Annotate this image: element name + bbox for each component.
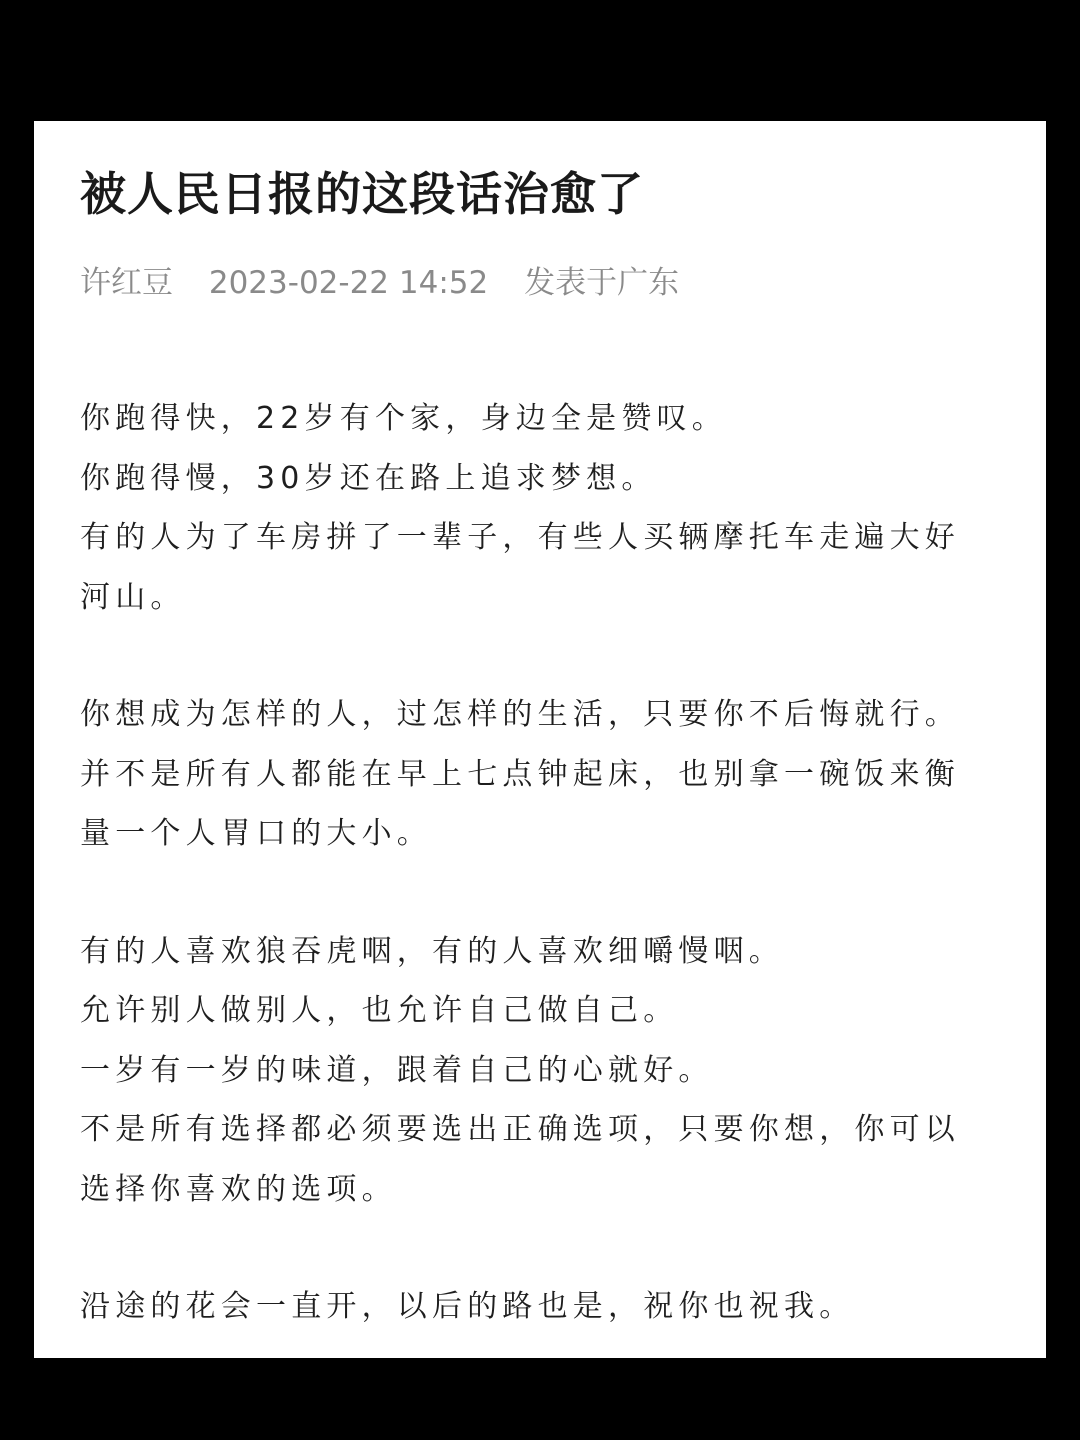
- text-line: 你跑得快，22岁有个家，身边全是赞叹。: [80, 401, 727, 436]
- text-line: 沿途的花会一直开，以后的路也是，祝你也祝我。: [80, 1289, 855, 1324]
- article-card: [34, 121, 1046, 1358]
- publish-location: 发表于广东: [524, 265, 680, 301]
- article-body: [80, 389, 1000, 1337]
- publish-datetime: 2023-02-22 14:52: [208, 265, 489, 301]
- article-meta: [80, 263, 1000, 303]
- paragraph: [80, 389, 1000, 627]
- text-line: 不是所有选择都必须要选出正确选项，只要你想，你可以: [80, 1112, 960, 1147]
- text-line: 并不是所有人都能在早上七点钟起床，也别拿一碗饭来衡: [80, 756, 960, 792]
- paragraph: [80, 922, 1000, 1220]
- text-line: 有的人为了车房拼了一辈子，有些人买辆摩托车走遍大好: [80, 520, 960, 555]
- paragraph: [80, 1277, 1000, 1337]
- text-line: 你想成为怎样的人，过怎样的生活，只要你不后悔就行。: [80, 697, 960, 732]
- author-name[interactable]: 许红豆: [80, 265, 173, 301]
- paragraph: [80, 685, 1000, 864]
- text-line: 选择你喜欢的选项。: [80, 1171, 397, 1207]
- text-line: 量一个人胃口的大小。: [80, 816, 432, 851]
- article-title: 被人民日报的这段话治愈了: [80, 167, 644, 221]
- text-line: 一岁有一岁的味道，跟着自己的心就好。: [80, 1052, 714, 1088]
- text-line: 河山。: [80, 579, 186, 615]
- text-line: 允许别人做别人，也允许自己做自己。: [80, 993, 679, 1028]
- text-line: 有的人喜欢狼吞虎咽，有的人喜欢细嚼慢咽。: [80, 933, 784, 969]
- text-line: 你跑得慢，30岁还在路上追求梦想。: [80, 460, 657, 496]
